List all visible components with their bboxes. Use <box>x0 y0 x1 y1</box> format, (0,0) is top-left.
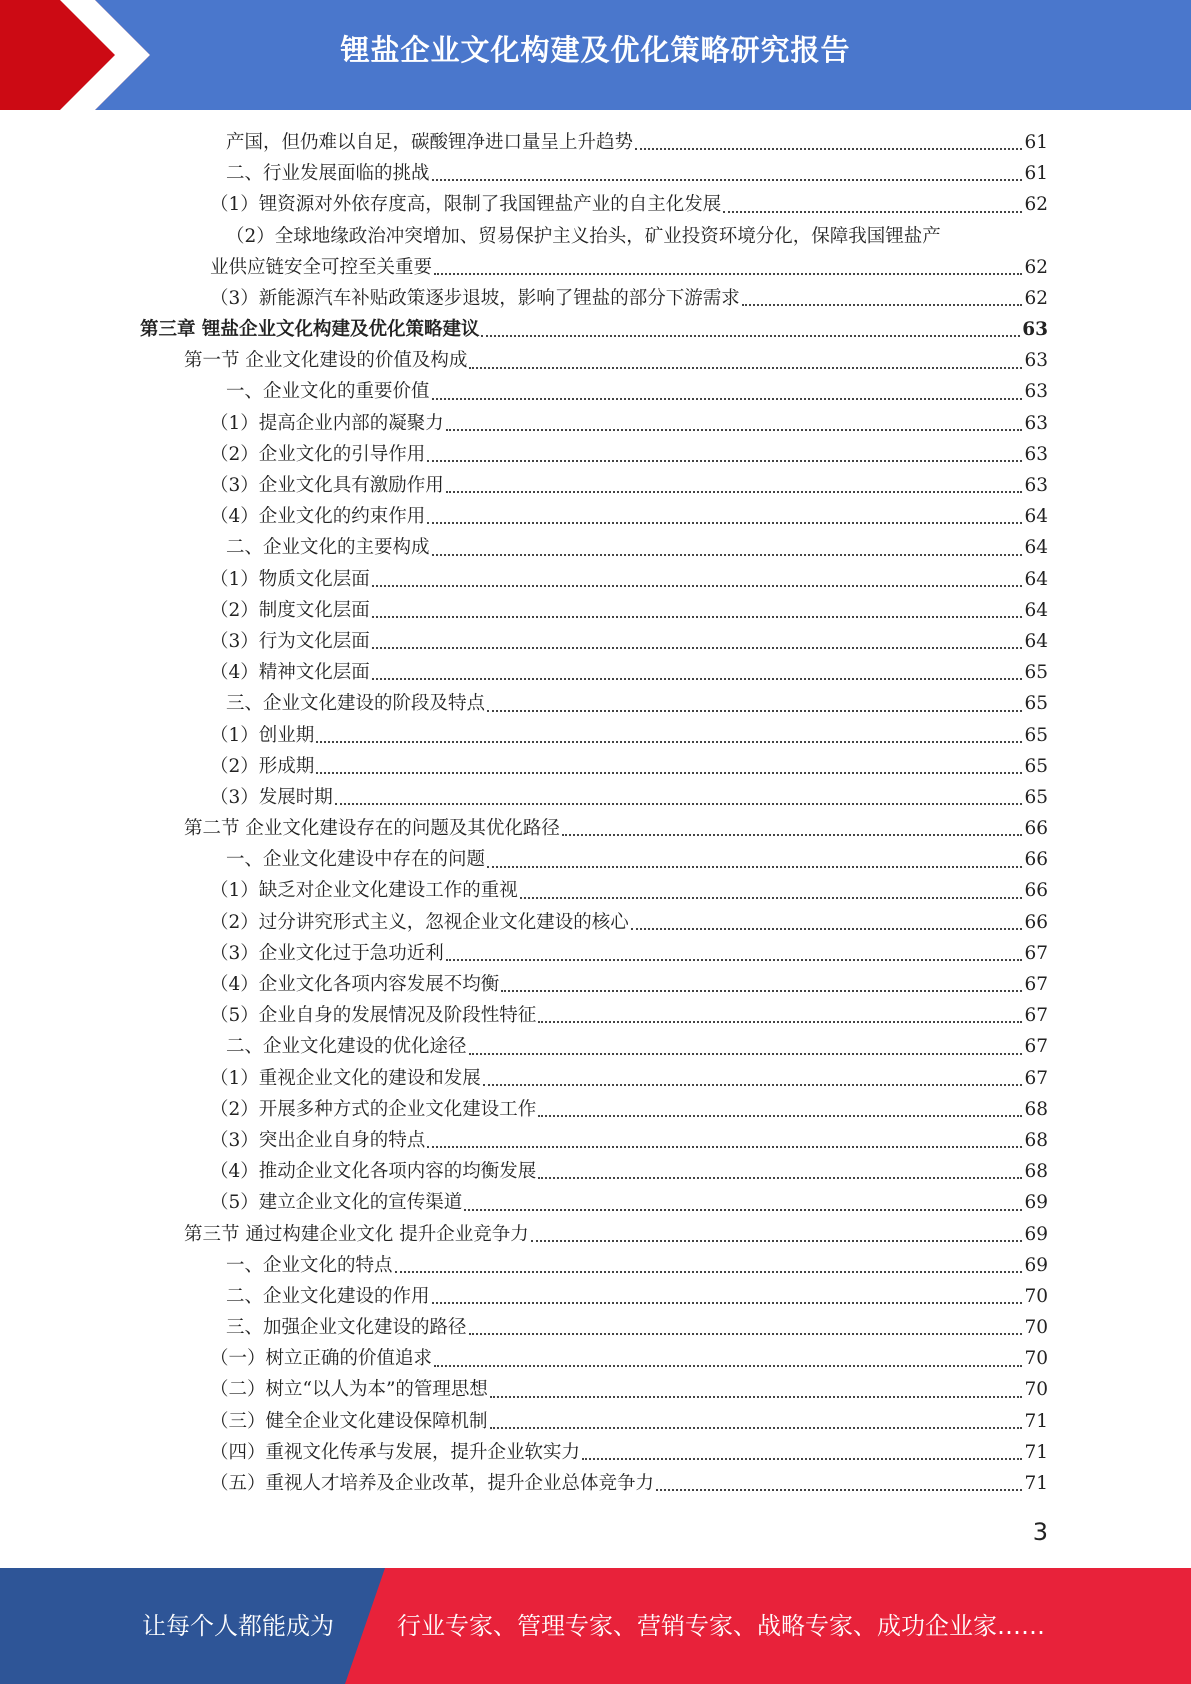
toc-dot-leader <box>335 802 1023 805</box>
toc-chapter-entry[interactable] <box>140 314 1048 345</box>
toc-page-number: 65 <box>1024 693 1048 715</box>
toc-entry-title: （1）缺乏对企业文化建设工作的重视 <box>210 880 518 902</box>
toc-entry[interactable] <box>140 1281 1048 1312</box>
toc-dot-leader <box>490 1426 1023 1429</box>
toc-dot-leader <box>316 740 1022 743</box>
toc-page-number: 63 <box>1024 475 1048 497</box>
toc-page-number: 66 <box>1024 849 1048 871</box>
toc-page-number: 66 <box>1024 880 1048 902</box>
toc-dot-leader <box>372 677 1023 680</box>
toc-entry[interactable] <box>140 626 1048 657</box>
toc-entry[interactable] <box>140 1063 1048 1094</box>
footer-slogan-left: 让每个人都能成为 <box>142 1612 334 1640</box>
toc-entry[interactable] <box>140 1250 1048 1281</box>
toc-page-number: 63 <box>1024 350 1048 372</box>
toc-entry-title: （一）树立正确的价值追求 <box>210 1348 433 1370</box>
toc-page-number: 70 <box>1024 1348 1048 1370</box>
toc-page-number: 62 <box>1024 194 1048 216</box>
toc-entry[interactable] <box>140 189 1048 220</box>
toc-page-number: 67 <box>1024 1005 1048 1027</box>
toc-entry[interactable] <box>140 1406 1048 1437</box>
toc-dot-leader <box>427 459 1022 462</box>
toc-entry[interactable] <box>140 1094 1048 1125</box>
toc-page-number: 63 <box>1024 381 1048 403</box>
toc-entry-title-continued: 业供应链安全可控至关重要 <box>210 256 433 278</box>
toc-dot-leader <box>487 709 1022 712</box>
toc-entry[interactable] <box>140 1187 1048 1218</box>
toc-entry[interactable] <box>140 564 1048 595</box>
toc-entry-title: （2）开展多种方式的企业文化建设工作 <box>210 1098 537 1120</box>
toc-dot-leader <box>372 646 1023 649</box>
toc-entry-title: 第二节 企业文化建设存在的问题及其优化路径 <box>184 818 560 840</box>
toc-page-number: 67 <box>1024 974 1048 996</box>
toc-dot-leader <box>531 1239 1023 1242</box>
toc-page-number: 65 <box>1024 724 1048 746</box>
toc-page-number: 63 <box>1024 443 1048 465</box>
toc-dot-leader <box>723 210 1022 213</box>
toc-entry-title: （五）重视人才培养及企业改革，提升企业总体竞争力 <box>210 1473 655 1495</box>
toc-page-number: 69 <box>1024 1254 1048 1276</box>
toc-entry-title: 第三章 锂盐企业文化构建及优化策略建议 <box>140 319 480 341</box>
toc-page-number: 69 <box>1024 1192 1048 1214</box>
page-number: 3 <box>1032 1518 1048 1546</box>
report-title: 锂盐企业文化构建及优化策略研究报告 <box>340 33 851 67</box>
toc-page-number: 64 <box>1024 630 1048 652</box>
toc-dot-leader <box>432 178 1023 181</box>
toc-dot-leader <box>483 1083 1023 1086</box>
toc-entry-title: 第一节 企业文化建设的价值及构成 <box>184 350 468 372</box>
toc-entry-title: 二、企业文化的主要构成 <box>226 537 430 559</box>
toc-dot-leader <box>538 1114 1022 1117</box>
toc-dot-leader <box>469 1332 1023 1335</box>
toc-page-number: 68 <box>1024 1161 1048 1183</box>
toc-entry[interactable] <box>140 532 1048 563</box>
toc-dot-leader <box>427 1145 1022 1148</box>
toc-page-number: 65 <box>1024 662 1048 684</box>
toc-entry[interactable] <box>140 969 1048 1000</box>
toc-entry[interactable] <box>140 283 1048 314</box>
toc-dot-leader <box>481 334 1020 337</box>
toc-dot-leader <box>469 1052 1023 1055</box>
toc-page-number: 70 <box>1024 1317 1048 1339</box>
toc-page-number: 68 <box>1024 1098 1048 1120</box>
toc-entry-title: （3）突出企业自身的特点 <box>210 1129 426 1151</box>
toc-entry-title: （四）重视文化传承与发展，提升企业软实力 <box>210 1441 581 1463</box>
toc-entry-title: （1）创业期 <box>210 724 315 746</box>
toc-entry-title: （4）企业文化的约束作用 <box>210 506 426 528</box>
toc-dot-leader <box>316 771 1022 774</box>
toc-dot-leader <box>432 1301 1023 1304</box>
toc-dot-leader <box>434 272 1022 275</box>
toc-page-number: 66 <box>1024 911 1048 933</box>
toc-dot-leader <box>395 1270 1023 1273</box>
page-header <box>0 0 1191 110</box>
toc-entry[interactable] <box>140 1437 1048 1468</box>
toc-entry[interactable] <box>140 938 1048 969</box>
toc-entry[interactable] <box>140 221 1048 283</box>
toc-entry-title: （1）重视企业文化的建设和发展 <box>210 1067 481 1089</box>
toc-entry-title: 产国，但仍难以自足，碳酸锂净进口量呈上升趋势 <box>226 131 634 153</box>
toc-entry[interactable] <box>140 1125 1048 1156</box>
toc-entry[interactable] <box>140 782 1048 813</box>
toc-page-number: 67 <box>1024 1036 1048 1058</box>
toc-entry-title: 二、企业文化建设的作用 <box>226 1285 430 1307</box>
toc-dot-leader <box>538 1020 1022 1023</box>
toc-page-number: 70 <box>1024 1379 1048 1401</box>
toc-page-number: 63 <box>1024 412 1048 434</box>
toc-dot-leader <box>446 490 1023 493</box>
toc-entry-title: 二、企业文化建设的优化途径 <box>226 1036 467 1058</box>
toc-page-number: 67 <box>1024 942 1048 964</box>
toc-entry[interactable] <box>140 1031 1048 1062</box>
toc-dot-leader <box>372 615 1023 618</box>
toc-entry[interactable] <box>140 501 1048 532</box>
toc-entry[interactable] <box>140 844 1048 875</box>
toc-page-number: 70 <box>1024 1285 1048 1307</box>
toc-page-number: 71 <box>1024 1441 1048 1463</box>
toc-dot-leader <box>469 366 1022 369</box>
toc-entry-title: （3）企业文化具有激励作用 <box>210 475 444 497</box>
toc-entry[interactable] <box>140 1000 1048 1031</box>
toc-entry[interactable] <box>140 439 1048 470</box>
toc-dot-leader <box>538 1176 1022 1179</box>
toc-entry-title: （1）提高企业内部的凝聚力 <box>210 412 444 434</box>
toc-entry-title: （4）推动企业文化各项内容的均衡发展 <box>210 1161 537 1183</box>
toc-dot-leader <box>582 1457 1022 1460</box>
toc-entry[interactable] <box>140 907 1048 938</box>
toc-dot-leader <box>635 147 1022 150</box>
toc-page-number: 62 <box>1024 287 1048 309</box>
toc-entry-title: （三）健全企业文化建设保障机制 <box>210 1410 488 1432</box>
toc-entry[interactable] <box>140 1312 1048 1343</box>
toc-entry-title: （1）锂资源对外依存度高，限制了我国锂盐产业的自主化发展 <box>210 194 722 216</box>
toc-dot-leader <box>742 303 1023 306</box>
toc-page-number: 64 <box>1024 506 1048 528</box>
toc-entry[interactable] <box>140 657 1048 688</box>
toc-dot-leader <box>631 927 1023 930</box>
toc-entry-title: 一、企业文化建设中存在的问题 <box>226 849 486 871</box>
toc-entry-title: （2）全球地缘政治冲突增加、贸易保护主义抬头，矿业投资环境分化，保障我国锂盐产 <box>226 225 941 247</box>
toc-entry-title: （1）物质文化层面 <box>210 568 370 590</box>
toc-dot-leader <box>434 1364 1022 1367</box>
toc-dot-leader <box>487 865 1022 868</box>
toc-entry[interactable] <box>140 1375 1048 1406</box>
toc-entry[interactable] <box>140 377 1048 408</box>
toc-dot-leader <box>562 833 1023 836</box>
toc-dot-leader <box>372 584 1023 587</box>
toc-entry[interactable] <box>140 408 1048 439</box>
toc-entry-title: （二）树立“以人为本”的管理思想 <box>210 1379 488 1401</box>
toc-entry[interactable] <box>140 1343 1048 1374</box>
toc-page-number: 64 <box>1024 599 1048 621</box>
toc-entry-title: （2）形成期 <box>210 755 315 777</box>
toc-entry-title: （2）制度文化层面 <box>210 599 370 621</box>
toc-entry-title: （5）企业自身的发展情况及阶段性特征 <box>210 1005 537 1027</box>
toc-section-entry[interactable] <box>140 345 1048 376</box>
toc-page-number: 61 <box>1024 163 1048 185</box>
toc-entry-title: （3）行为文化层面 <box>210 630 370 652</box>
toc-entry[interactable] <box>140 595 1048 626</box>
toc-dot-leader <box>446 428 1023 431</box>
toc-page-number: 63 <box>1022 319 1048 341</box>
toc-section-entry[interactable] <box>140 1219 1048 1250</box>
toc-entry[interactable] <box>140 751 1048 782</box>
toc-entry-title: （3）新能源汽车补贴政策逐步退坡，影响了锂盐的部分下游需求 <box>210 287 740 309</box>
toc-page-number: 67 <box>1024 1067 1048 1089</box>
toc-dot-leader <box>446 958 1023 961</box>
toc-entry-title: （2）企业文化的引导作用 <box>210 443 426 465</box>
toc-page-number: 66 <box>1024 818 1048 840</box>
toc-section-entry[interactable] <box>140 813 1048 844</box>
toc-entry-title: 三、加强企业文化建设的路径 <box>226 1317 467 1339</box>
toc-entry[interactable] <box>140 470 1048 501</box>
toc-entry-title: 三、企业文化建设的阶段及特点 <box>226 693 486 715</box>
toc-page-number: 71 <box>1024 1410 1048 1432</box>
toc-entry-title: 一、企业文化的特点 <box>226 1254 393 1276</box>
toc-dot-leader <box>427 521 1022 524</box>
toc-entry[interactable] <box>140 688 1048 719</box>
toc-dot-leader <box>464 1208 1022 1211</box>
table-of-contents <box>140 127 1048 1499</box>
toc-page-number: 61 <box>1024 131 1048 153</box>
toc-entry-title: （3）企业文化过于急功近利 <box>210 942 444 964</box>
toc-entry-title: （4）企业文化各项内容发展不均衡 <box>210 974 500 996</box>
toc-entry[interactable] <box>140 158 1048 189</box>
toc-page-number: 68 <box>1024 1129 1048 1151</box>
toc-page-number: 65 <box>1024 786 1048 808</box>
toc-entry[interactable] <box>140 127 1048 158</box>
toc-entry[interactable] <box>140 1468 1048 1499</box>
toc-entry[interactable] <box>140 876 1048 907</box>
toc-entry[interactable] <box>140 720 1048 751</box>
toc-dot-leader <box>501 989 1022 992</box>
toc-dot-leader <box>520 896 1023 899</box>
toc-entry-title: （3）发展时期 <box>210 786 333 808</box>
toc-entry-title: （4）精神文化层面 <box>210 662 370 684</box>
toc-page-number: 62 <box>1024 256 1048 278</box>
toc-page-number: 71 <box>1024 1473 1048 1495</box>
toc-dot-leader <box>432 553 1023 556</box>
footer-slogan-right: 行业专家、管理专家、营销专家、战略专家、成功企业家…… <box>397 1612 1045 1640</box>
toc-entry[interactable] <box>140 1156 1048 1187</box>
toc-entry-title: 二、行业发展面临的挑战 <box>226 163 430 185</box>
toc-page-number: 64 <box>1024 537 1048 559</box>
toc-entry-title: 第三节 通过构建企业文化 提升企业竞争力 <box>184 1223 529 1245</box>
toc-page-number: 64 <box>1024 568 1048 590</box>
toc-entry-title: 一、企业文化的重要价值 <box>226 381 430 403</box>
toc-dot-leader <box>432 397 1023 400</box>
page-footer <box>0 1568 1191 1684</box>
toc-dot-leader <box>490 1395 1023 1398</box>
toc-entry-title: （2）过分讲究形式主义，忽视企业文化建设的核心 <box>210 911 629 933</box>
toc-entry-title: （5）建立企业文化的宣传渠道 <box>210 1192 463 1214</box>
toc-dot-leader <box>656 1488 1022 1491</box>
toc-page-number: 65 <box>1024 755 1048 777</box>
toc-page-number: 69 <box>1024 1223 1048 1245</box>
